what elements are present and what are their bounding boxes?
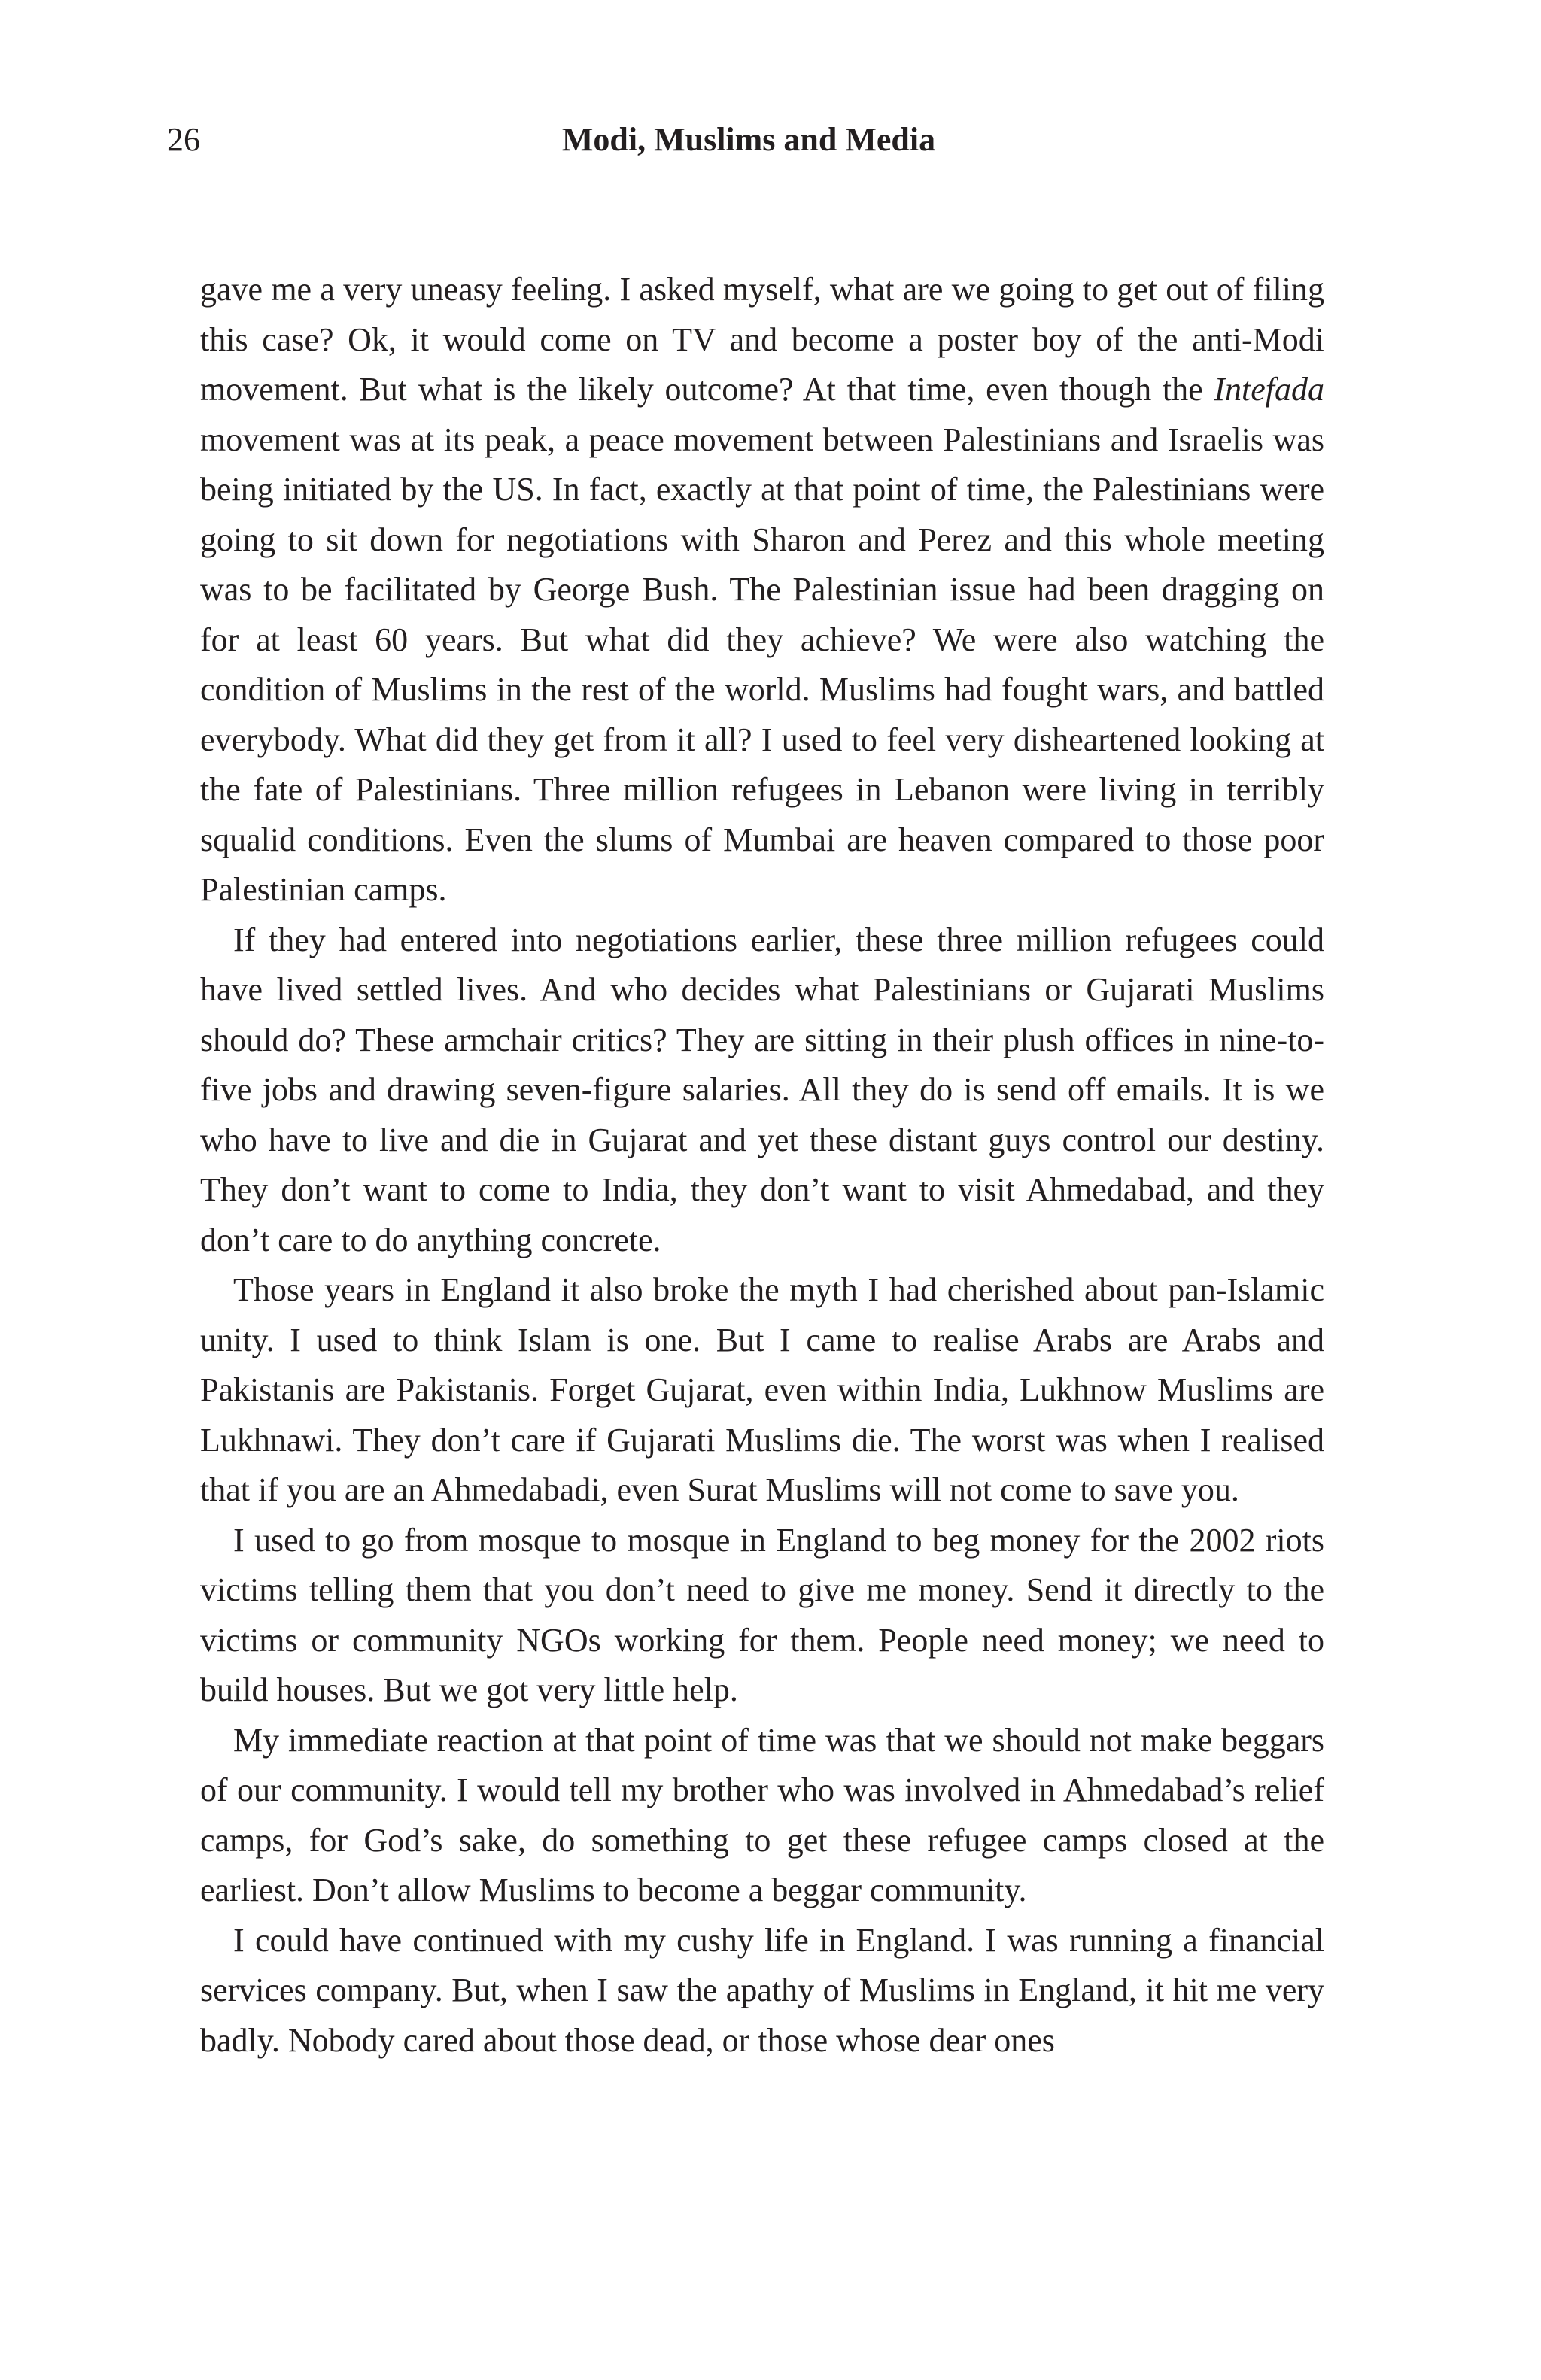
paragraph-6: I could have continued with my cushy life in England. I was running a financial services company. But, when I saw the apathy of Muslims in England, it hit me very badly. Nobody cared about those dead, or those whose dear ones [200, 1921, 1324, 2059]
paragraph-5: My immediate reaction at that point of time was that we should not make beggars of our community. I would tell my brother who was involved in Ahmedabad’s relief camps, for God’s sake, do something to get these refugee camps closed at the earliest. Don’t allow Muslims to become a beggar community. [200, 1721, 1324, 1908]
paragraph-2: If they had entered into negotiations earlier, these three million refugees could have lived settled lives. And who decides what Palestinians or Gujarati Muslims should do? These armchair critics? They are sitting in their plush offices in nine-to-five jobs and drawing seven-figure salaries. All they do is send off emails. It is we who have to live and die in Gujarat and yet these distant guys control our destiny. They don’t want to come to India, they don’t want to visit Ahmedabad, and they don’t care to do anything concrete. [200, 921, 1324, 1258]
paragraph-3: Those years in England it also broke the myth I had cherished about pan-Islamic unity. I used to think Islam is one. But I came to realise Arabs are Arabs and Pakistanis are Pakistanis. Forget Gujarat, even within India, Lukhnow Muslims are Lukhnawi. They don’t care if Gujarati Muslims die. The worst was when I realised that if you are an Ahmedabadi, even Surat Muslims will not come to save you. [200, 1271, 1324, 1508]
paragraph-1 [200, 265, 1324, 915]
paragraph-1-italic-term: Intefada [1214, 371, 1324, 408]
paragraph-1-text-a: gave me a very uneasy feeling. I asked myself, what are we going to get out of filing this case? Ok, it would come on TV and become a poster boy of the anti-Modi movement. But what is the likely outcome? At that time, even though the [200, 271, 1324, 408]
body-text [200, 265, 1324, 2066]
page-number: 26 [167, 121, 200, 158]
running-head [167, 117, 1330, 162]
paragraph-1-text-b: movement was at its peak, a peace movement between Palestinians and Israelis was being initiated by the US. In fact, exactly at that point of time, the Palestinians were going to sit down for negotiations with Sharon and Perez and this whole meeting was to be facilitated by George Bush. The Palestinian issue had been dragging on for at least 60 years. But what did they achieve? We were also watching the condition of Muslims in the rest of the world. Muslims had fought wars, and battled everybody. What did they get from it all? I used to feel very disheartened looking at the fate of Palestinians. Three million refugees in Lebanon were living in terribly squalid conditions. Even the slums of Mumbai are heaven compared to those poor Palestinian camps. [200, 420, 1324, 908]
paragraph-4: I used to go from mosque to mosque in England to beg money for the 2002 riots victims telling them that you don’t need to give me money. Send it directly to the victims or community NGOs working for them. People need money; we need to build houses. But we got very little help. [200, 1521, 1324, 1708]
book-title: Modi, Muslims and Media [561, 121, 936, 158]
